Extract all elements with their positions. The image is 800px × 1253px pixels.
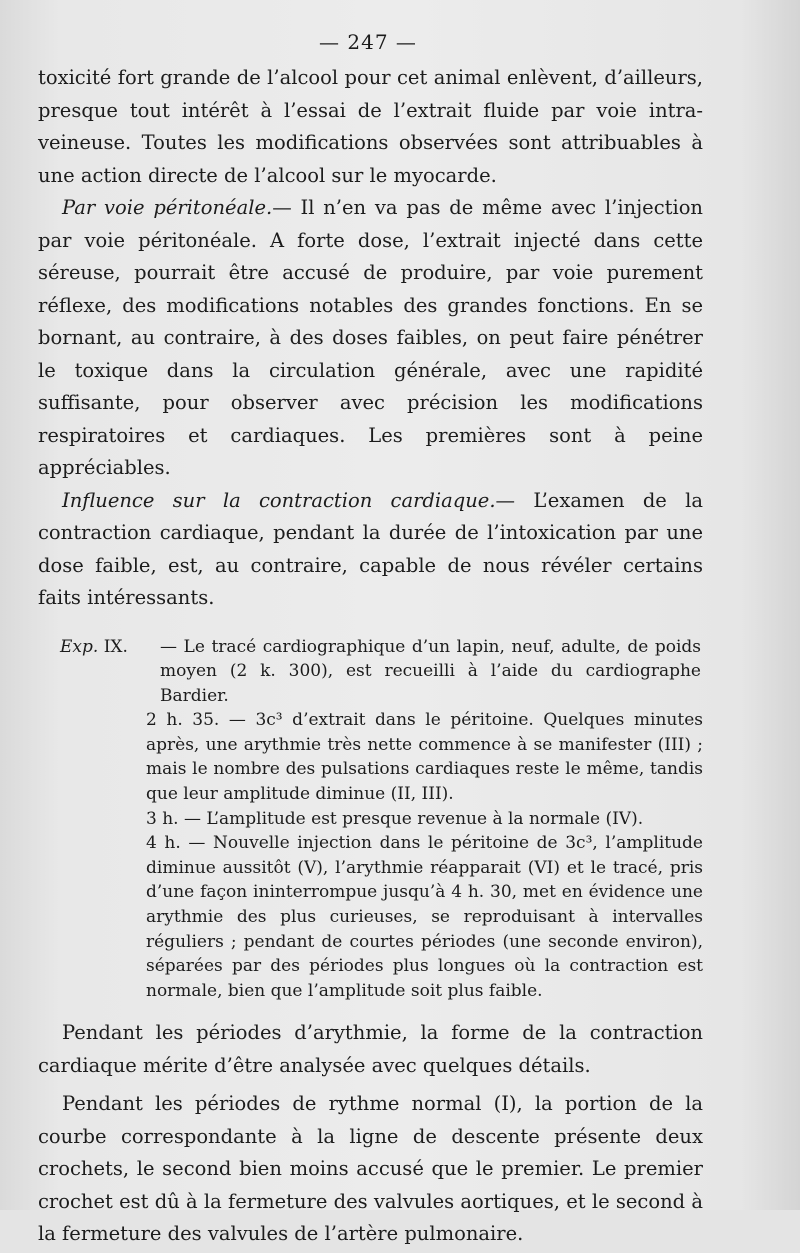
paragraph-cardiac-contraction <box>38 485 703 615</box>
experiment-entry: 4 h. — Nouvelle injection dans le péritoine de 3c³, l’amplitude diminue aussitôt (V), l’arythmie réapparait (VI) et le tracé, pris d’une façon ininterrompue jusqu’à 4 h. 30, met en évidence une arythmie des plus curieuses, se reproduisant à intervalles réguliers ; pendant de courtes périodes (une seconde environ), séparées par des périodes plus longues où la contraction est normale, bien que l’amplitude soit plus faible. <box>146 833 703 1001</box>
experiment-intro: — Le tracé cardiographique d’un lapin, neuf, adulte, de poids moyen (2 k. 300), est recueilli à l’aide du cardiographe Bardier. <box>160 636 701 706</box>
closing-paragraphs <box>38 1017 703 1251</box>
experiment-label <box>38 635 160 709</box>
paragraph-peritoneal-route <box>38 192 703 485</box>
paragraph-peritoneal-text: — Il n’en va pas de même avec l’injection par voie péritonéale. A forte dose, l’extrait injecté dans cette séreuse, pourrait être accusé de produire, par voie purement réflexe, des modifications notables des grandes fonctions. En se bornant, au contraire, à des doses faibles, on peut faire pénétrer le toxique dans la circulation générale, avec une rapidité suffisante, pour observer avec précision les modifications respiratoires et cardiaques. Les premières sont à peine appréciables. <box>38 196 703 479</box>
experiment-number: IX. <box>103 636 128 657</box>
body-text <box>38 62 703 1253</box>
page-number: — 247 — <box>319 30 417 54</box>
experiment-abbr: Exp. <box>60 636 99 657</box>
section-heading-cardiac: Influence sur la contraction cardiaque. <box>62 488 496 512</box>
paragraph-normal-rhythm: Pendant les périodes de rythme normal (I), la portion de la courbe correspondante à la ligne de descente présente deux crochets, le second bien moins accusé que le premier. Le premier crochet est dû à la fermeture des valvules aortiques, et le second à la fermeture des valvules de l’artère pulmonaire. <box>38 1092 703 1246</box>
experiment-block <box>38 635 703 1004</box>
paragraph-alcohol-toxicity: toxicité fort grande de l’alcool pour cet animal enlèvent, d’ailleurs, presque tout intérêt à l’essai de l’extrait fluide par voie intra-veineuse. Toutes les modifications observées sont attribuables à une action directe de l’alcool sur le myocarde. <box>38 66 703 187</box>
experiment-entries <box>38 708 703 1003</box>
paragraph-cardiac-text: — L’examen de la contraction cardiaque, pendant la durée de l’intoxication par une dose faible, est, au contraire, capable de nous révéler certains faits intéressants. <box>38 488 703 609</box>
section-heading-peritoneal: Par voie péritonéale. <box>62 196 273 219</box>
experiment-entry: 3 h. — L’amplitude est presque revenue à la normale (IV). <box>146 808 644 829</box>
experiment-entry: 2 h. 35. — 3c³ d’extrait dans le péritoine. Quelques minutes après, une arythmie très nette commence à se manifester (III) ; mais le nombre des pulsations cardiaques reste le même, tandis que leur amplitude diminue (II, III). <box>146 710 703 805</box>
experiment-header <box>38 635 703 709</box>
paragraph-arrhythmia-periods: Pendant les périodes d’arythmie, la forme de la contraction cardiaque mérite d’être analysée avec quelques détails. <box>38 1021 703 1077</box>
